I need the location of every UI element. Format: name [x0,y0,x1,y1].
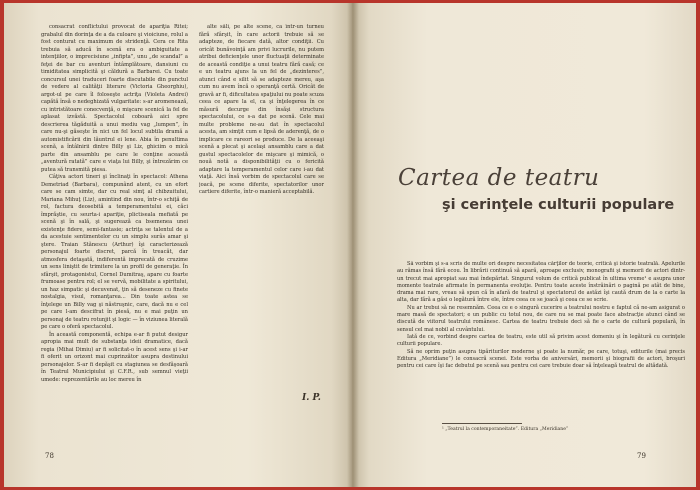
article-title: Cartea de teatru [398,165,600,191]
left-page [4,3,352,487]
page-number: 79 [637,452,646,460]
paragraph: alte săli, pe alte scene, ca într-un turneu fără sfârşit, în care actorii trebuie să se adapteze, de fiecare dată, altor condiţii. Cu oricât bunăvoinţă am privi lucrurile, nu putem atribui deficienţele unor fluctuaţii determinate de această condiţie a unui teatru fără casă; ce e un teatru ajuns la un fel de „dezinteres”, atunci când e silit să se adapteze mereu, aşa cum nu avem încă o speranţă certă. Oricât de gravă ar fi, dificultatea spaţiului nu poate scuza ceea ce apare la el, ca şi înţelegerea în ce măsură decurge din însăşi structura spectacolului, ce s-a dat pe scenă. Cele mai multe probleme ne-au dat în spectacolul acesta, am simţit cum e lipsă de aderenţă, de o implicare ce rareori se produce. De la aceeaşi scenă a plecat şi acelaşi ansamblu care a dat gustul spectacolelor de mişcare şi mimică, o nouă notă a disponibilităţii cu o fericită adaptare la temperamentul celor care i-au dat viaţă. Aici însă vorbim de spectacolul care se joacă, pe scene diferite, spectatorilor unor cartiere diferite, într-o manieră acceptabilă. [199,24,324,195]
paragraph: Nu ar trebui să ne resemnăm. Ceea ce e o singură cucerire a teatrului nostru e faptul că ne-am asigurat o mare masă de spectatori; e un public cu totul nou, de care nu se mai poate face abstracţie atunci când se discută de viitorul teatrului românesc. Cartea de teatru trebuie deci să fie o carte de cultură populară, în sensul cel mai nobil al cuvântului. [397,304,685,333]
page-number: 78 [45,452,54,460]
article-subtitle: şi cerinţele culturii populare [442,197,675,213]
book-gutter [347,3,359,487]
paragraph: Câţiva actori tineri şi înclinaţi în spectacol: Athena Demetriad (Barbara), compunând atent, cu un efort care se cam simte, dar cu real simţ al chibzuitului, Mariana Mihuţ (Liz), amintind din nou, într-o schiţă de rol, factura deosebită a temperamentului ei, căci împrăştie, cu seurta-i apariţie, plictiseala mefiată pe scenă şi în sală, şi sugerează ca bsemenea unei existenţe fidere, semi-fantasie; actriţa se talentul de a da acestuie sentimentelor cu un simplu surâs amar şi ştere. Traian Stănescu (Arthur) îşi caracterizează personajul foarte discret, parcă în treacăt, dar atmosfera detaşată, indiferentă imprecată de cruzime un sens liniştit de trimitere la un profil de generaţie. În sfârşit, protagonistul, Cornel Dumitraş, apare cu foarte frumoase pentru rol; el se vervă, mobilitate a spiritului, un haz simpatic şi decuvenat, ţin să deseneze cu finete nostalgia, visul, romanţarea... Din toate astea se înţelege un Billy vag şi năstruşnic, care, dacă nu e cel pe care l-am descifrat în piesă, nu e mai puţin un personaj de teatru rotunjit şi logic — în viziunea literală pe care o oferă spectacolul. [41,174,188,330]
author-signature: I. P. [302,393,321,403]
book-spread [4,3,696,487]
footnote-rule [442,423,522,424]
right-article-body [397,261,685,419]
left-column-1 [41,24,188,420]
paragraph: Să ne oprim puţin asupra tipăriturilor moderne şi poate la număr, pe care, totuşi, editurile (mai precis Editura „Meridiane”) le consacră scenei. Este vorba de aniversări, memorii şi biografii de actori, broşuri pentru cei care îşi fac debutul pe scenă sau pentru cei care trebuie doar să înţeleagă teatrul de altădată. [397,348,685,370]
paragraph: În această componentă, echipa e-ar fi putut desigur apropia mai mult de substanţa ideii dramatice, dacă regia (Mihai Dimiu) ar fi solicitat-o în acest sens şi i-ar fi oferit un orizont mai cuprinzător asupra destinului personajelor. S-ar fi depăşit cu stagiunea se desfăşoară în Teatrul Municipiului şi C.F.R., sub semnul vieţii umede: reprezentările au loc mereu în [41,331,188,383]
paragraph: consacrat conflictului provocat de apariţia Ritei; grabalul din dorinţa de a da culoare şi vioiciune, rolul a fost conturat cu maximum de stridenţă. Cera ce Rita trebuia să aducă în scenă era o ambiguitate a intenţiilor, o imprecisiune „infipta”, unu „de scandal” a feţei de bar cu aventuri întâmplătoare, dansiuni cu timiditatea simplicită şi căldură a Barbarei. Cu toate concursul unei traduceri foarte discutabile din punctul de vedere al calităţii literare (Victoria Gheorghiu), argot-ul pe care îl foloseşte actriţa (Violeta Andrei) capătă însă o nedeghizată vulgaritate: s-ar aromenează, cu intristătoare conecvenţă, o mişcare scenică la fel de aplasat izvăstă. Spectacolul coboară aici spre descrierea tăgăduită a unui mediu vag „lumpen”, în care nu-şi găseşte în nici un fel locul subtila dramă a automistificării din lăuntrul ei lene. Abia în penultima scenă, a întâlnirii dintre Billy şi Liz, ghiciim o mică parte din ansamblu pe care le conţine această „aventură ratată” care e viaţa lui Billy, şi întrezărim ce putea să transmită piesa. [41,24,188,173]
paragraph: Să vorbim şi s-a scris de multe ori despre necesitatea cărţilor de teorie, critică şi istorie teatrală. Apelurile au rămas însă fără ecou. În librării continuă să apară, aproape exclusiv, monografii şi memorii de actori dintr-un trecut mai apropiat sau mai îndepărtat. Singurul volum de critică publicat în ultima vreme¹ e asupra unor momente teatrale afirmate în permanenta evoluţie. Pentru toate aceste înstrăinări o pagină pe atât de bine, drama mai rare, vreau să spun că în afară de teatrul şi spectatorul de astăzi îşi caută drum de la o carte la alta, dar fără a găsi o legătură între ele, între ceea ce se joacă şi ceea ce se scrie. [397,261,685,304]
paragraph: Iată de ce, vorbind despre cartea de teatru, este util să privim acest domeniu şi în legătură cu cerinţele culturii populare. [397,333,685,348]
left-column-2 [199,24,324,382]
footnote: ¹ „Teatrul la contemporaneitate”. Editura „Meridiane” [442,427,569,432]
